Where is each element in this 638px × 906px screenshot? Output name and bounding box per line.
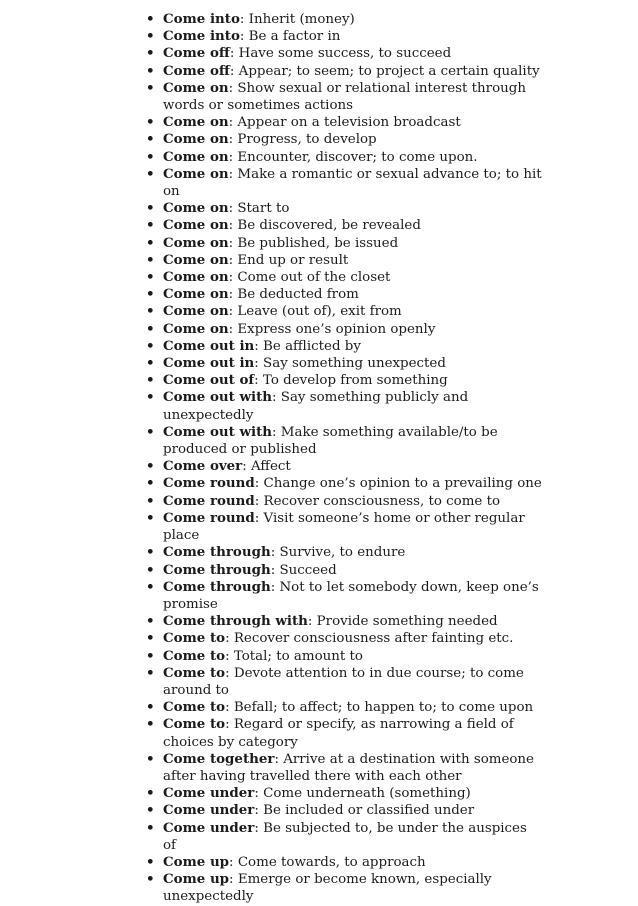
list-item [0,579,543,613]
phrasal-verb-term: Come into [163,28,240,45]
phrasal-verb-definition: : Appear; to seem; to project a certain quality [229,63,540,79]
bullet-icon: • [146,458,155,475]
phrasal-verb-definition: : Show sexual or relational interest through words or sometimes actions [163,80,526,114]
list-item [0,114,543,131]
phrasal-verb-term: Come on [163,200,229,217]
bullet-icon: • [146,544,155,561]
list-item [0,475,543,492]
bullet-icon: • [146,114,155,131]
bullet-icon: • [146,475,155,492]
phrasal-verb-term: Come up [163,871,230,888]
list-item [0,200,543,217]
phrasal-verb-term: Come on [163,320,229,337]
phrasal-verb-definition: : Progress, to develop [228,132,377,148]
phrasal-verb-definition: : Survive, to endure [270,545,406,561]
phrasal-verb-definition: : Provide something needed [307,614,498,630]
phrasal-verb-definition: : Befall; to affect; to happen to; to come upon [225,700,534,716]
bullet-icon: • [146,11,155,27]
phrasal-verb-definition: : Total; to amount to [225,648,363,664]
phrasal-verb-definition: : Be included or classified under [254,803,475,819]
phrasal-verb-definition: : Visit someone’s home or other regular place [163,510,525,544]
list-item [0,166,543,200]
list-item [0,355,543,372]
phrasal-verb-definition: : Be published, be issued [228,235,399,251]
bullet-icon: • [146,79,155,96]
bullet-icon: • [146,337,155,354]
list-item [0,510,543,544]
phrasal-verb-term: Come to [163,699,226,716]
phrasal-verb-definition: : Make something available/to be produced or published [163,424,498,458]
phrasal-verb-term: Come out in [163,337,255,354]
phrasal-verb-term: Come out of [163,372,255,389]
bullet-icon: • [146,200,155,217]
phrasal-verb-term: Come to [163,647,226,664]
bullet-icon: • [146,148,155,165]
list-item [0,648,543,665]
phrasal-verb-term: Come into [163,11,240,27]
list-item [0,131,543,148]
bullet-icon: • [146,492,155,509]
bullet-icon: • [146,785,155,802]
list-item [0,665,543,699]
list-item [0,338,543,355]
bullet-icon: • [146,303,155,320]
bullet-icon: • [146,578,155,595]
phrasal-verb-definition: : Recover consciousness, to come to [254,493,501,509]
list-item [0,802,543,819]
phrasal-verb-term: Come off [163,45,230,62]
bullet-icon: • [146,871,155,888]
list-item [0,217,543,234]
phrasal-verb-term: Come under [163,802,255,819]
bullet-icon: • [146,165,155,182]
list-item [0,785,543,802]
bullet-icon: • [146,355,155,372]
list-item [0,321,543,338]
list-item [0,424,543,458]
list-item [0,252,543,269]
phrasal-verb-definition: : Appear on a television broadcast [228,115,461,131]
bullet-icon: • [146,62,155,79]
bullet-icon: • [146,802,155,819]
phrasal-verb-term: Come round [163,492,255,509]
list-item [0,751,543,785]
list-item [0,269,543,286]
list-item [0,80,543,114]
bullet-icon: • [146,699,155,716]
phrasal-verb-definition: : Change one’s opinion to a prevailing one [254,476,542,492]
phrasal-verb-term: Come on [163,131,229,148]
phrasal-verb-term: Come on [163,303,229,320]
bullet-icon: • [146,664,155,681]
list-item [0,544,543,561]
list-item [0,28,543,45]
phrasal-verb-definition: : Be afflicted by [254,338,361,354]
list-item [0,871,543,905]
phrasal-verb-term: Come through [163,578,271,595]
phrasal-verb-definition: : Encounter, discover; to come upon. [228,149,478,165]
phrasal-verb-term: Come on [163,114,229,131]
bullet-icon: • [146,269,155,286]
phrasal-verb-definition: : Say something publicly and unexpectedly [163,390,469,423]
phrasal-verb-definition: : Not to let somebody down, keep one’s promise [163,579,539,612]
phrasal-verb-term: Come under [163,819,255,836]
phrasal-verb-term: Come up [163,853,230,870]
phrasal-verb-term: Come on [163,234,229,251]
bullet-icon: • [146,286,155,303]
phrasal-verb-term: Come out in [163,355,255,372]
bullet-icon: • [146,251,155,268]
list-item [0,699,543,716]
bullet-icon: • [146,372,155,389]
phrasal-verb-definition: : Have some success, to succeed [229,46,452,62]
phrasal-verb-definition: : Come towards, to approach [229,854,426,870]
phrasal-verb-term: Come on [163,217,229,234]
list-item [0,630,543,647]
list-item [0,613,543,630]
bullet-icon: • [146,217,155,234]
phrasal-verb-definition: : Be subjected to, be under the auspices of [163,820,527,853]
phrasal-verb-term: Come round [163,509,255,526]
list-item [0,149,543,166]
list-item [0,854,543,871]
list-item [0,562,543,579]
list-item [0,235,543,252]
bullet-icon: • [146,389,155,406]
phrasal-verb-definition: : Devote attention to in due course; to come around to [163,665,524,698]
phrasal-verb-definition: : Be deducted from [228,287,359,303]
phrasal-verb-definition: : Be discovered, be revealed [228,218,421,234]
bullet-icon: • [146,131,155,148]
bullet-icon: • [146,423,155,440]
phrasal-verb-term: Come out with [163,423,272,440]
phrasal-verb-term: Come round [163,475,255,492]
phrasal-verb-definition: : Affect [242,459,291,475]
phrasal-verb-definition: : Inherit (money) [239,12,355,27]
phrasal-verb-term: Come to [163,664,226,681]
phrasal-verb-term: Come through [163,544,271,561]
phrasal-verb-term: Come off [163,62,230,79]
list-item [0,372,543,389]
bullet-icon: • [146,853,155,870]
bullet-icon: • [146,509,155,526]
phrasal-verb-term: Come on [163,251,229,268]
phrasal-verb-definition: : Say something unexpected [254,356,446,372]
phrasal-verb-term: Come on [163,269,229,286]
phrasal-verb-definition: : To develop from something [254,373,448,389]
list-item [0,493,543,510]
list-item [0,716,543,750]
list-item [0,11,543,28]
phrasal-verb-definition: : Leave (out of), exit from [228,304,402,320]
list-item [0,63,543,80]
phrasal-verb-definition: : Regard or specify, as narrowing a field of choices by category [163,717,514,750]
bullet-icon: • [146,45,155,62]
phrasal-verb-term: Come through with [163,613,308,630]
phrasal-verb-term: Come on [163,286,229,303]
phrasal-verb-definition: : Recover consciousness after fainting etc. [225,631,514,647]
phrasal-verb-definition: : Succeed [270,562,337,578]
phrasal-verb-definition: : Make a romantic or sexual advance to; to hit on [163,166,542,200]
phrasal-verb-term: Come on [163,165,229,182]
list-item [0,389,543,423]
phrasal-verb-definition: : Express one’s opinion openly [228,321,436,337]
bullet-icon: • [146,234,155,251]
bullet-icon: • [146,630,155,647]
bullet-icon: • [146,613,155,630]
bullet-icon: • [146,561,155,578]
bullet-icon: • [146,647,155,664]
phrasal-verb-term: Come through [163,561,271,578]
phrasal-verb-term: Come to [163,716,226,733]
phrasal-verb-term: Come on [163,79,229,96]
phrasal-verb-definition: : Come underneath (something) [254,786,471,802]
phrasal-verb-definition: : Start to [228,201,290,217]
bullet-icon: • [146,819,155,836]
list-item [0,820,543,854]
phrasal-verb-term: Come over [163,458,243,475]
phrasal-verb-definition: : Come out of the closet [228,270,391,286]
bullet-icon: • [146,28,155,45]
phrasal-verb-definition: : Be a factor in [239,29,341,45]
bullet-icon: • [146,750,155,767]
list-item [0,303,543,320]
phrasal-verb-term: Come on [163,148,229,165]
phrasal-verb-definition: : Emerge or become known, especially unexpectedly [163,872,492,905]
list-item [0,458,543,475]
phrasal-verb-definition: : Arrive at a destination with someone after having travelled there with each other [163,751,534,784]
list-item [0,45,543,62]
list-item [0,286,543,303]
phrasal-verb-term: Come together [163,750,275,767]
phrasal-verb-term: Come to [163,630,226,647]
phrasal-verb-term: Come out with [163,389,272,406]
bullet-icon: • [146,320,155,337]
bullet-icon: • [146,716,155,733]
phrasal-verb-definition: : End up or result [228,252,349,268]
phrasal-verb-term: Come under [163,785,255,802]
